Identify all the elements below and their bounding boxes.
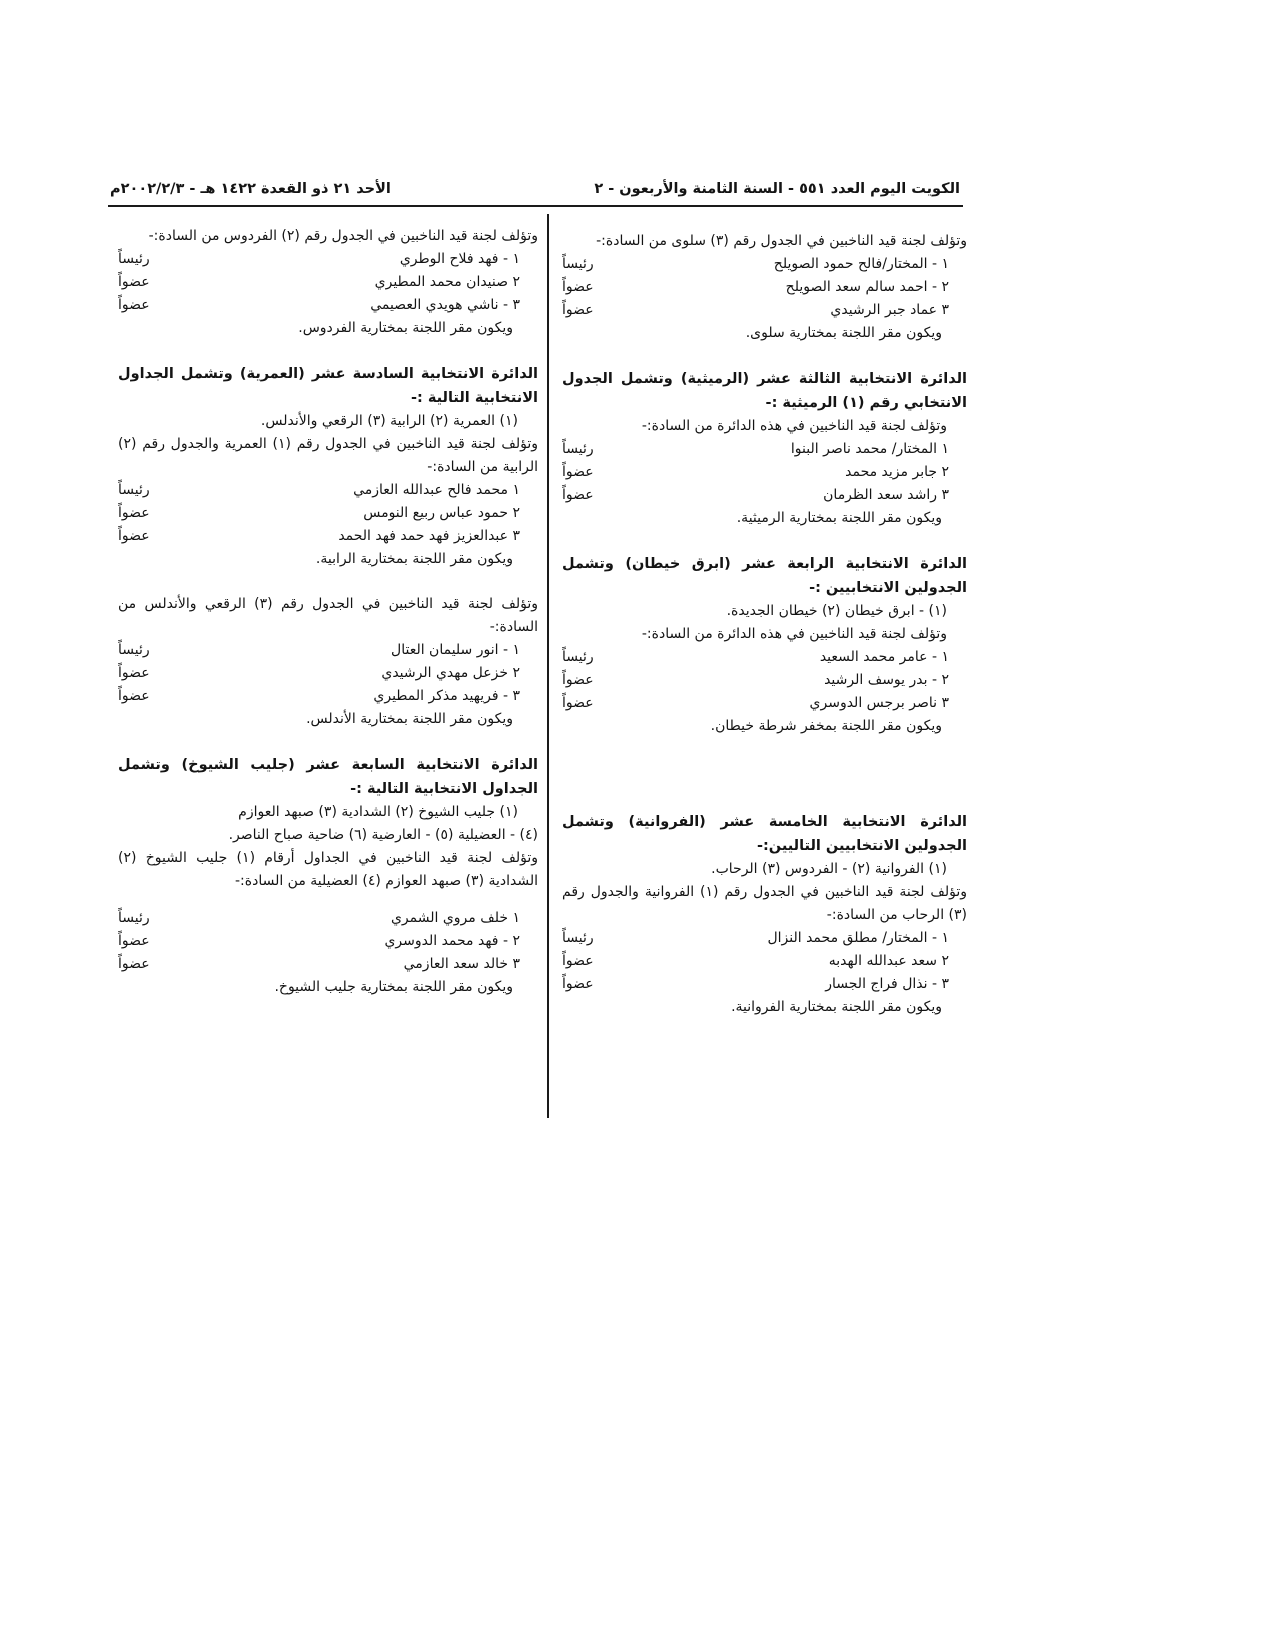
member-name: ١ محمد فالح عبدالله العازمي	[353, 482, 520, 498]
member-row	[118, 248, 538, 271]
member-role: عضواً	[562, 695, 594, 711]
committee-intro: وتؤلف لجنة قيد الناخبين في هذه الدائرة من السادة:-	[641, 626, 947, 642]
member-name: ١ خلف مروي الشمري	[390, 910, 520, 926]
member-row	[118, 479, 538, 502]
member-row	[118, 685, 538, 708]
committee-seat: ويكون مقر اللجنة بمختارية الفردوس.	[298, 320, 513, 336]
member-name: ١ - المختار/ مطلق محمد النزال	[767, 930, 949, 946]
column-divider	[547, 214, 549, 1118]
member-name: ٣ - ناشي هويدي العصيمي	[370, 297, 520, 313]
committee-seat: ويكون مقر اللجنة بمختارية الأندلس.	[306, 711, 513, 727]
member-role: عضواً	[118, 956, 150, 972]
member-row	[562, 276, 967, 299]
member-role: عضواً	[118, 505, 150, 521]
committee-intro: وتؤلف لجنة قيد الناخبين في الجدول رقم (٢) الفردوس من السادة:-	[148, 228, 538, 244]
member-row	[562, 950, 967, 973]
member-role: عضواً	[562, 976, 594, 992]
left-column	[118, 225, 538, 999]
committee-intro: وتؤلف لجنة قيد الناخبين في الجدول رقم (٣) الرقعي والأندلس من السادة:-	[118, 596, 538, 635]
district-tables: (١) جليب الشيوخ (٢) الشدادية (٣) صبهد العوازم	[238, 804, 518, 820]
header-divider	[108, 205, 963, 207]
district-heading: الدائرة الانتخابية السادسة عشر (العمرية) وتشمل الجداول الانتخابية التالية :-	[118, 366, 538, 406]
committee-seat: ويكون مقر اللجنة بمختارية جليب الشيوخ.	[274, 979, 513, 995]
committee-intro: وتؤلف لجنة قيد الناخبين في الجداول أرقام (١) جليب الشيوخ (٢) الشدادية (٣) صبهد العوازم (٤) العضيلية من السادة:-	[118, 850, 538, 889]
district-heading: الدائرة الانتخابية الخامسة عشر (الفروانية) وتشمل الجدولين الانتخابيين التاليين:-	[562, 814, 967, 854]
district-heading: الدائرة الانتخابية الرابعة عشر (ابرق خيطان) وتشمل الجدولين الانتخابيين :-	[562, 556, 967, 596]
member-role: عضواً	[118, 665, 150, 681]
member-row	[562, 669, 967, 692]
member-row	[562, 461, 967, 484]
district-tables: (٤) - العضيلية (٥) - العارضية (٦) ضاحية صباح الناصر.	[228, 827, 538, 843]
member-name: ٣ ناصر برجس الدوسري	[809, 695, 949, 711]
district-tables: (١) العمرية (٢) الرابية (٣) الرقعي والأندلس.	[260, 413, 518, 429]
member-role: عضواً	[562, 464, 594, 480]
committee-seat: ويكون مقر اللجنة بمختارية الفروانية.	[731, 999, 942, 1015]
member-role: رئيساً	[562, 649, 594, 665]
committee-intro: وتؤلف لجنة قيد الناخبين في الجدول رقم (١) العمرية والجدول رقم (٢) الرابية من السادة:-	[118, 436, 539, 475]
header-issue-info: الكويت اليوم العدد ٥٥١ - السنة الثامنة والأربعون - ٢	[594, 181, 960, 197]
district-tables: (١) الفروانية (٢) - الفردوس (٣) الرحاب.	[711, 861, 947, 877]
member-role: عضواً	[562, 953, 594, 969]
header-date: الأحد ٢١ ذو القعدة ١٤٢٢ هـ - ٢٠٠٢/٢/٣م	[110, 181, 391, 197]
member-role: عضواً	[118, 933, 150, 949]
committee-intro: وتؤلف لجنة قيد الناخبين في هذه الدائرة من السادة:-	[641, 418, 947, 434]
member-role: رئيساً	[562, 930, 594, 946]
member-role: رئيساً	[118, 910, 150, 926]
member-row	[562, 484, 967, 507]
member-name: ٣ - فريهيد مذكر المطيري	[373, 688, 520, 704]
member-name: ٣ - نذال فراج الجسار	[825, 976, 949, 992]
member-name: ٢ حمود عباس ربيع النومس	[363, 505, 520, 521]
member-name: ٣ راشد سعد الظرمان	[823, 487, 949, 503]
member-role: عضواً	[562, 487, 594, 503]
member-name: ٢ - فهد محمد الدوسري	[384, 933, 520, 949]
district-tables: (١) - ابرق خيطان (٢) خيطان الجديدة.	[726, 603, 947, 619]
member-name: ٣ خالد سعد العازمي	[403, 956, 520, 972]
member-role: رئيساً	[562, 441, 594, 457]
member-row	[118, 907, 538, 930]
member-row	[562, 438, 967, 461]
member-row	[562, 299, 967, 322]
member-role: عضواً	[118, 528, 150, 544]
member-role: رئيساً	[562, 256, 594, 272]
member-row	[118, 662, 538, 685]
member-name: ٣ عماد جبر الرشيدي	[830, 302, 949, 318]
member-name: ١ - عامر محمد السعيد	[819, 649, 949, 665]
member-role: رئيساً	[118, 251, 150, 267]
committee-seat: ويكون مقر اللجنة بمختارية الرميثية.	[736, 510, 942, 526]
member-role: عضواً	[562, 302, 594, 318]
member-name: ٢ صنيدان محمد المطيري	[374, 274, 520, 290]
member-role: عضواً	[118, 274, 150, 290]
member-row	[118, 271, 538, 294]
member-name: ٢ - بدر يوسف الرشيد	[824, 672, 949, 688]
member-row	[562, 646, 967, 669]
member-name: ١ - فهد فلاح الوطري	[399, 251, 520, 267]
member-role: عضواً	[118, 688, 150, 704]
member-row	[118, 930, 538, 953]
member-role: عضواً	[562, 279, 594, 295]
member-row	[118, 639, 538, 662]
member-name: ١ - المختار/فالح حمود الصويلح	[773, 256, 949, 272]
member-role: رئيساً	[118, 642, 150, 658]
member-row	[118, 953, 538, 976]
member-name: ٢ خزعل مهدي الرشيدي	[381, 665, 520, 681]
committee-seat: ويكون مقر اللجنة بمختارية سلوى.	[745, 325, 942, 341]
district-heading: الدائرة الانتخابية الثالثة عشر (الرميثية) وتشمل الجدول الانتخابي رقم (١) الرميثية :-	[562, 371, 967, 411]
right-column	[562, 230, 967, 1019]
member-name: ٢ جابر مزيد محمد	[845, 464, 949, 480]
member-row	[118, 525, 538, 548]
member-row	[562, 973, 967, 996]
committee-intro: وتؤلف لجنة قيد الناخبين في الجدول رقم (٣) سلوى من السادة:-	[596, 233, 967, 249]
member-row	[562, 927, 967, 950]
district-heading: الدائرة الانتخابية السابعة عشر (جليب الشيوخ) وتشمل الجداول الانتخابية التالية :-	[118, 757, 538, 797]
member-role: عضواً	[118, 297, 150, 313]
committee-intro: وتؤلف لجنة قيد الناخبين في الجدول رقم (١) الفروانية والجدول رقم (٣) الرحاب من السادة:-	[562, 884, 967, 923]
committee-seat: ويكون مقر اللجنة بمختارية الرابية.	[315, 551, 513, 567]
member-row	[118, 502, 538, 525]
member-name: ٢ - احمد سالم سعد الصويلح	[785, 279, 949, 295]
member-row	[562, 692, 967, 715]
member-name: ٢ سعد عبدالله الهدبه	[828, 953, 949, 969]
member-name: ١ - انور سليمان العتال	[391, 642, 520, 658]
member-row	[118, 294, 538, 317]
member-name: ٣ عبدالعزيز فهد حمد فهد الحمد	[338, 528, 520, 544]
member-name: ١ المختار/ محمد ناصر البنوا	[790, 441, 949, 457]
member-row	[562, 253, 967, 276]
page-header	[110, 181, 960, 205]
committee-seat: ويكون مقر اللجنة بمخفر شرطة خيطان.	[710, 718, 942, 734]
member-role: عضواً	[562, 672, 594, 688]
member-role: رئيساً	[118, 482, 150, 498]
